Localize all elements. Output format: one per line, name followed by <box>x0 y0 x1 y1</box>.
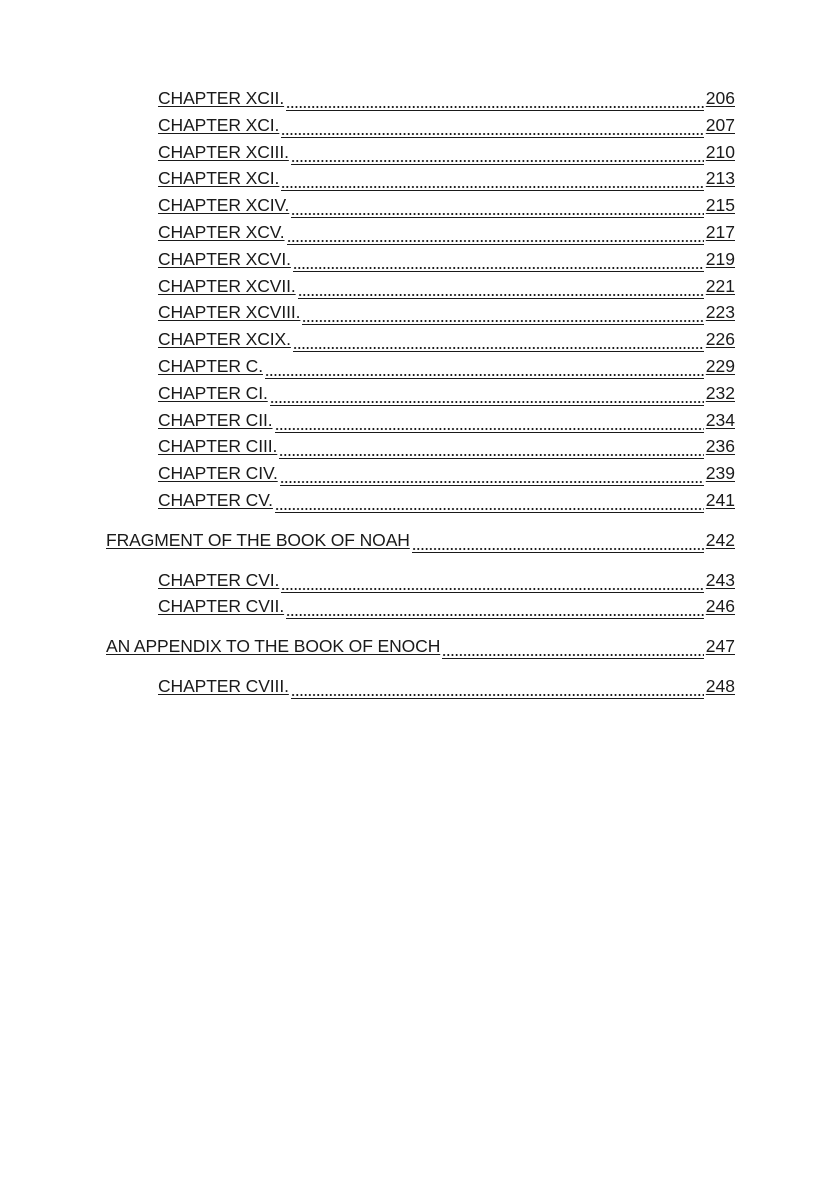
toc-chapter-link[interactable] <box>158 461 735 485</box>
dot-leader <box>270 381 704 406</box>
toc-chapter-link[interactable] <box>158 86 735 110</box>
toc-chapter-link[interactable] <box>158 408 735 432</box>
toc-entry-title: CHAPTER XCII. <box>158 88 285 108</box>
toc-page-number: 239 <box>705 463 735 484</box>
toc-page-number: 241 <box>705 490 735 510</box>
toc-chapter-link[interactable] <box>158 488 735 512</box>
toc-entry-title: CHAPTER XCVII. <box>158 275 296 296</box>
toc-entry-title: CHAPTER CVI. <box>158 569 280 590</box>
dot-leader <box>291 140 704 165</box>
toc-page-number: 246 <box>705 596 735 617</box>
toc-page-number: 213 <box>705 168 735 189</box>
dot-leader <box>412 528 704 553</box>
toc-page-number: 242 <box>705 529 735 550</box>
toc-entry-title: CHAPTER XCIX. <box>158 329 291 350</box>
toc-page-number: 236 <box>705 436 735 457</box>
toc-page-number: 219 <box>705 248 735 269</box>
toc-page-number: 221 <box>705 275 735 296</box>
dot-leader <box>281 568 703 593</box>
toc-chapter-link[interactable] <box>158 247 735 271</box>
toc-chapter-link[interactable] <box>158 434 735 458</box>
toc-entry-title: CHAPTER CIII. <box>158 436 278 457</box>
toc-page-number: 206 <box>705 88 735 108</box>
toc-entry-title: CHAPTER XCVIII. <box>158 302 301 323</box>
dot-leader <box>281 113 703 138</box>
toc-page-number: 232 <box>705 382 735 403</box>
toc-entry-title: FRAGMENT OF THE BOOK OF NOAH <box>106 529 410 550</box>
toc-entry-title: CHAPTER CIV. <box>158 463 278 484</box>
toc-chapter-link[interactable] <box>158 220 735 244</box>
toc-entry-title: CHAPTER CI. <box>158 382 268 403</box>
dot-leader <box>281 166 703 191</box>
toc-entry-title: CHAPTER CV. <box>158 490 273 510</box>
toc-page-number: 210 <box>705 141 735 162</box>
toc-chapter-link[interactable] <box>158 674 735 698</box>
toc-entry-title: CHAPTER CII. <box>158 409 273 430</box>
toc-entry-title: CHAPTER XCIII. <box>158 141 289 162</box>
dot-leader <box>291 674 704 699</box>
toc-page-number: 247 <box>705 636 735 657</box>
toc-chapter-link[interactable] <box>158 354 735 378</box>
dot-leader <box>286 86 704 111</box>
toc-page-number: 223 <box>705 302 735 323</box>
toc-chapter-link[interactable] <box>158 568 735 592</box>
dot-leader <box>298 274 704 299</box>
toc-entry-title: CHAPTER XCI. <box>158 114 280 135</box>
dot-leader <box>302 300 703 325</box>
toc-entry-title: AN APPENDIX TO THE BOOK OF ENOCH <box>106 636 441 657</box>
dot-leader <box>275 408 704 433</box>
dot-leader <box>291 193 704 218</box>
toc-chapter-link[interactable] <box>158 166 735 190</box>
toc-page-number: 234 <box>705 409 735 430</box>
toc-chapter-link[interactable] <box>158 300 735 324</box>
dot-leader <box>275 488 704 513</box>
toc-page-number: 207 <box>705 114 735 135</box>
toc-chapter-link[interactable] <box>158 140 735 164</box>
toc-entry-title: CHAPTER C. <box>158 356 263 376</box>
dot-leader <box>293 327 704 352</box>
toc-chapter-link[interactable] <box>158 193 735 217</box>
dot-leader <box>279 434 704 459</box>
toc-section-link[interactable] <box>106 634 735 658</box>
dot-leader <box>265 354 704 379</box>
toc-entry-title: CHAPTER XCV. <box>158 222 285 242</box>
toc-page-number: 217 <box>705 222 735 242</box>
dot-leader <box>287 220 704 245</box>
toc-chapter-link[interactable] <box>158 113 735 137</box>
toc-page-number: 215 <box>705 195 735 216</box>
toc-chapter-link[interactable] <box>158 327 735 351</box>
toc-page-number: 226 <box>705 329 735 350</box>
dot-leader <box>280 461 704 486</box>
toc-entry-title: CHAPTER CVIII. <box>158 676 289 696</box>
toc-page-number: 229 <box>705 356 735 376</box>
toc-chapter-link[interactable] <box>158 594 735 618</box>
toc-page-number: 248 <box>705 676 735 696</box>
toc-chapter-link[interactable] <box>158 381 735 405</box>
dot-leader <box>286 594 704 619</box>
toc-entry-title: CHAPTER XCI. <box>158 168 280 189</box>
toc-chapter-link[interactable] <box>158 274 735 298</box>
dot-leader <box>442 634 704 659</box>
dot-leader <box>293 247 704 272</box>
toc-section-link[interactable] <box>106 528 735 552</box>
toc-entry-title: CHAPTER XCVI. <box>158 248 291 269</box>
toc-page-number: 243 <box>705 569 735 590</box>
toc-entry-title: CHAPTER XCIV. <box>158 195 290 216</box>
toc-entry-title: CHAPTER CVII. <box>158 596 285 617</box>
